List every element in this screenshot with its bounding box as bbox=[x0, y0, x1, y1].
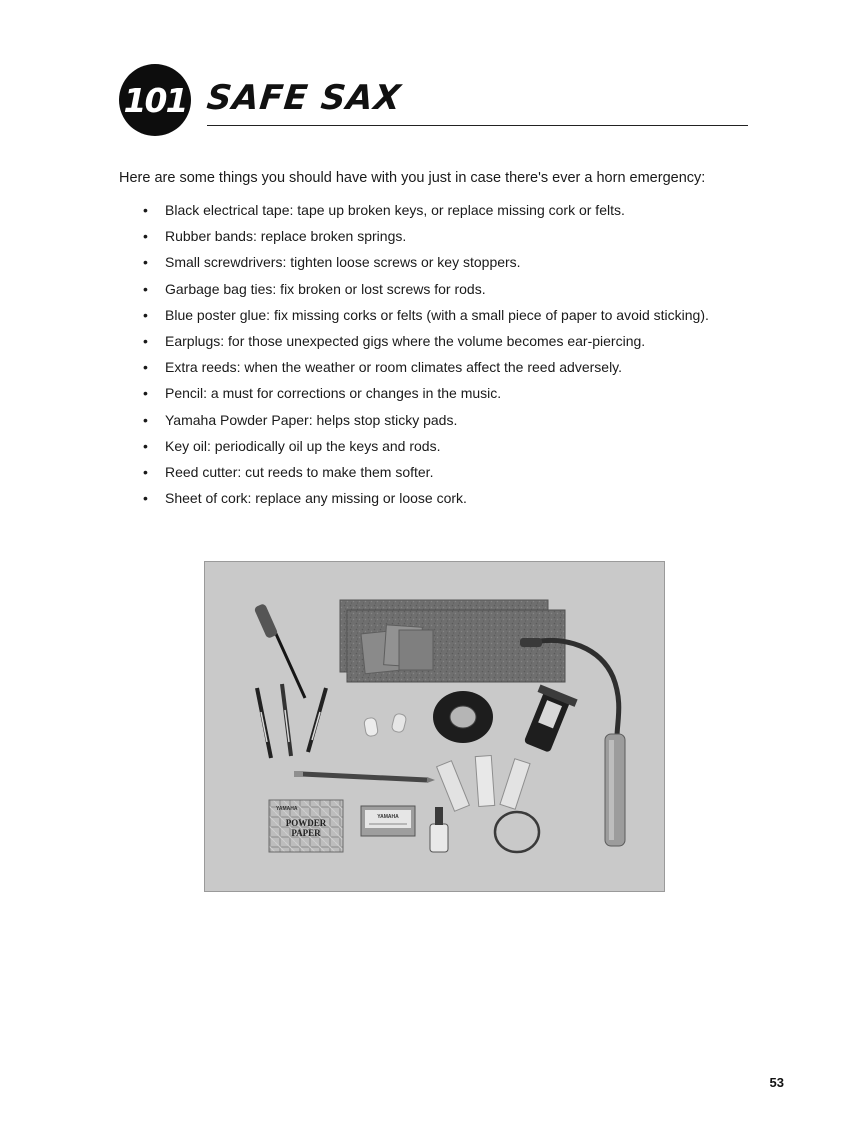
section-number-badge bbox=[119, 64, 191, 136]
powder-paper-brand: YAMAHA bbox=[276, 806, 298, 812]
list-item: • Blue poster glue: fix missing corks or felts (with a small piece of paper to avoid sticking). bbox=[143, 306, 709, 332]
list-item: • Yamaha Powder Paper: helps stop sticky pads. bbox=[143, 411, 709, 437]
emergency-kit-photo bbox=[204, 561, 665, 892]
powder-paper-label-line2: PAPER bbox=[291, 828, 321, 838]
section-number: 101 bbox=[123, 80, 187, 120]
reed-cutter-brand: YAMAHA bbox=[377, 814, 399, 820]
powder-paper-label-line1: POWDER bbox=[285, 818, 327, 828]
list-item: • Reed cutter: cut reeds to make them softer. bbox=[143, 463, 709, 489]
powder-paper-booklet bbox=[269, 800, 343, 852]
list-item: • Rubber bands: replace broken springs. bbox=[143, 227, 709, 253]
reed-cutter-box bbox=[361, 806, 415, 836]
electrical-tape-roll bbox=[433, 691, 493, 743]
list-item: • Pencil: a must for corrections or changes in the music. bbox=[143, 384, 709, 410]
page-number: 53 bbox=[769, 1075, 784, 1090]
list-item: • Sheet of cork: replace any missing or loose cork. bbox=[143, 489, 709, 515]
page-title: SAFE SAX bbox=[204, 78, 404, 118]
title-underline bbox=[207, 125, 748, 126]
list-item: • Black electrical tape: tape up broken keys, or replace missing cork or felts. bbox=[143, 201, 709, 227]
list-item: • Key oil: periodically oil up the keys and rods. bbox=[143, 437, 709, 463]
list-item: • Extra reeds: when the weather or room climates affect the reed adversely. bbox=[143, 358, 709, 384]
list-item: • Garbage bag ties: fix broken or lost screws for rods. bbox=[143, 280, 709, 306]
emergency-items-list bbox=[143, 201, 709, 515]
list-item: • Earplugs: for those unexpected gigs where the volume becomes ear-piercing. bbox=[143, 332, 709, 358]
intro-paragraph: Here are some things you should have with you just in case there's ever a horn emergency: bbox=[119, 170, 706, 186]
list-item: • Small screwdrivers: tighten loose screws or key stoppers. bbox=[143, 253, 709, 279]
